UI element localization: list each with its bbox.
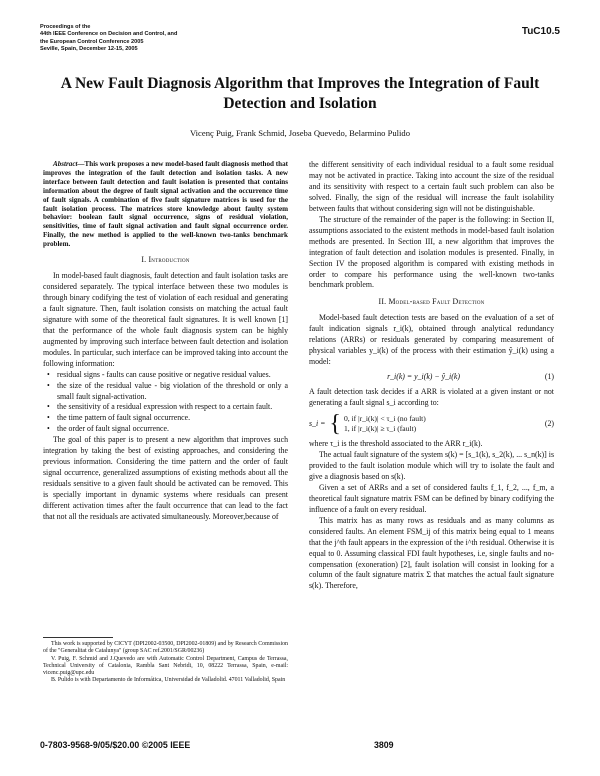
page-number: 3809 [374,740,394,750]
footnote: B. Pulido is with Departamento de Informática, Universidad de Valladolid. 47011 Valladolid, Spain [51,677,286,684]
brace-icon: { [329,411,341,438]
equation-lhs: s_i = [309,418,326,428]
section-heading-model-based: II. Model-based Fault Detection [378,297,485,307]
equation-number: (2) [544,418,554,428]
author-list: Vicenç Puig, Frank Schmid, Joseba Quevedo, Belarmino Pulido [189,128,411,138]
footnote-rule [43,637,113,638]
session-code: TuC10.5 [521,26,560,37]
paper-title: A New Fault Diagnosis Algorithm that Improves the Integration of Fault Detection and Isolation [60,75,540,112]
equation-1 [309,372,554,383]
list-item: • residual signs - faults can cause positive or negative residual values. [57,370,288,381]
section-heading-introduction: I. Introduction [141,255,190,265]
paragraph: A fault detection task decides if a ARR is violated at a given instant or not generating a fault signal s_i according to: [309,387,554,408]
left-column [43,160,288,523]
equation-number: (1) [544,372,554,382]
paragraph: Model-based fault detection tests are based on the evaluation of a set of fault indication signals r_i(k), obtained through analytical redundancy relations (ARRs) or residuals generated by comparing measurement of physical variables y_i(k) of the process with their estimation ŷ_i(k) using a model: [309,313,554,367]
paragraph: This matrix has as many rows as residuals and as many columns as considered faults. An element FSM_ij of this matrix being equal to 1 means that the j^th fault appears in the expression of the i^th residual. Otherwise it is equal to 0. Assuming classical FDI fault hypotheses, i.e, single faults and no-compensation (exoneration) [2], fault isolation will consist in looking for a column of the fault signature matrix Σ that matches the actual fault signature s(k). Therefore, [309,515,555,591]
intro-paragraph-1: In model-based fault diagnosis, fault detection and fault isolation tasks are considered separately. The typical interface between these two modules is through binary codifying the test of violation of each residual and generating a fault signature. Then, fault isolation consists on matching the actual fault signature with some of the theoretical fault signatures. It is well known [1] that the performance of the whole fault diagnosis system can be highly augmented by improving such interface between fault detection and isolation modules. In particular, such interface can be improved taking into account the following information: [43,271,288,368]
list-item: • the order of fault signal occurrence. [57,424,288,435]
right-column [309,160,554,592]
paragraph: where τ_i is the threshold associated to the ARR r_i(k). [309,439,483,449]
footnote: This work is supported by CICYT (DPI2002-03500, DPI2002-01809) and by Research Commission of the "Generalitat de Catalunya" (group SAC ref.2001/SGR/00236) [43,641,288,655]
footnote: V. Puig, F. Schmid and J.Quevedo are with Automatic Control Department, Campus de Terrassa, Technical University of Catalonia, Rambla Sant Nebridi, 10, 08222 Terrassa, Spain, e-mail: vicenc.puig@upc.edu [43,655,288,677]
equation-2 [309,411,554,438]
intro-paragraph-2: The goal of this paper is to present a new algorithm that improves such integration by taking the best of existing approaches, and considering the previous information. Considering the time pattern and the order of fault signal occurrence, generalized assumptions of existing methods about all the residuals sensitive to a given fault should be activated can be removed. This is specially important in dynamic systems where residuals can present different activation times after the fault occurrence that can lead to the fact that not all the residuals are activated simultaneously. Moreover,because of [43,435,288,521]
proceedings-header: Proceedings of the 44th IEEE Conference on Decision and Control, and the European Control Conference 2005 Seville, Spain, December 12-15, 2005 [40,24,178,53]
interface-info-list [43,370,288,436]
equation-body: r_i(k) = y_i(k) − ŷ_i(k) [387,372,460,382]
list-item: • the time pattern of fault signal occurrence. [57,413,288,424]
list-item: • the sensitivity of a residual expression with respect to a certain fault. [57,402,288,413]
paragraph: the different sensitivity of each individual residual to a fault some residual may not be activated in practice. Taking into account the size of the residual and its sensitivity with respect to a certain fault such problem can also be solved. Finally, the sign of the residual will increase the fault isolability between faults that without considering sign will not be distinguishable. [309,160,554,213]
footnotes [43,637,288,685]
paragraph: Given a set of ARRs and a set of considered faults f_1, f_2, ..., f_m, a theoretical fault signature matrix FSM can be defined by binary codifying the influence of a fault on every residual. [309,482,554,514]
equation-cases: 0, if |r_i(k)| < τ_i (no fault) 1, if |r_i(k)| ≥ τ_i (fault) [343,414,426,434]
list-item: • the size of the residual value - big violation of the threshold or only a small fault signal-activation. [57,381,288,403]
paragraph: The actual fault signature of the system s(k) = [s_1(k), s_2(k), ... s_n(k)] is provided to the fault isolation module which will try to isolate the fault and give a diagnosis based on s(k). [309,449,554,481]
isbn-copyright: 0-7803-9568-9/05/$20.00 ©2005 IEEE [40,740,191,750]
paragraph: The structure of the remainder of the paper is the following: in Section II, assumptions associated to the existent methods in model-based fault isolation methods are presented. In Section III, a new algorithm that improves the integration of fault detection and isolation modules is presented. Finally, in Section IV the proposed algorithm is compared with existing methods in order to compare his performance using the well-known two-tanks benchmark problem. [309,214,554,290]
abstract: Abstract—This work proposes a new model-based fault diagnosis method that improves the integration of the fault detection and isolation tasks. A new interface between fault detection and fault isolation is presented that contains information about the degree of fault signal activation and the occurrence time of fault signals. A combination of five fault signature matrices is used for the fault isolation process. The matrices store knowledge about faulty system behavior: boolean fault signal occurrence, signs of residual violation, sensitivities, time of fault signal activation and fault signal occurrence order. Finally, the new method is applied to the well-known two-tanks benchmark problem. [43,160,288,249]
